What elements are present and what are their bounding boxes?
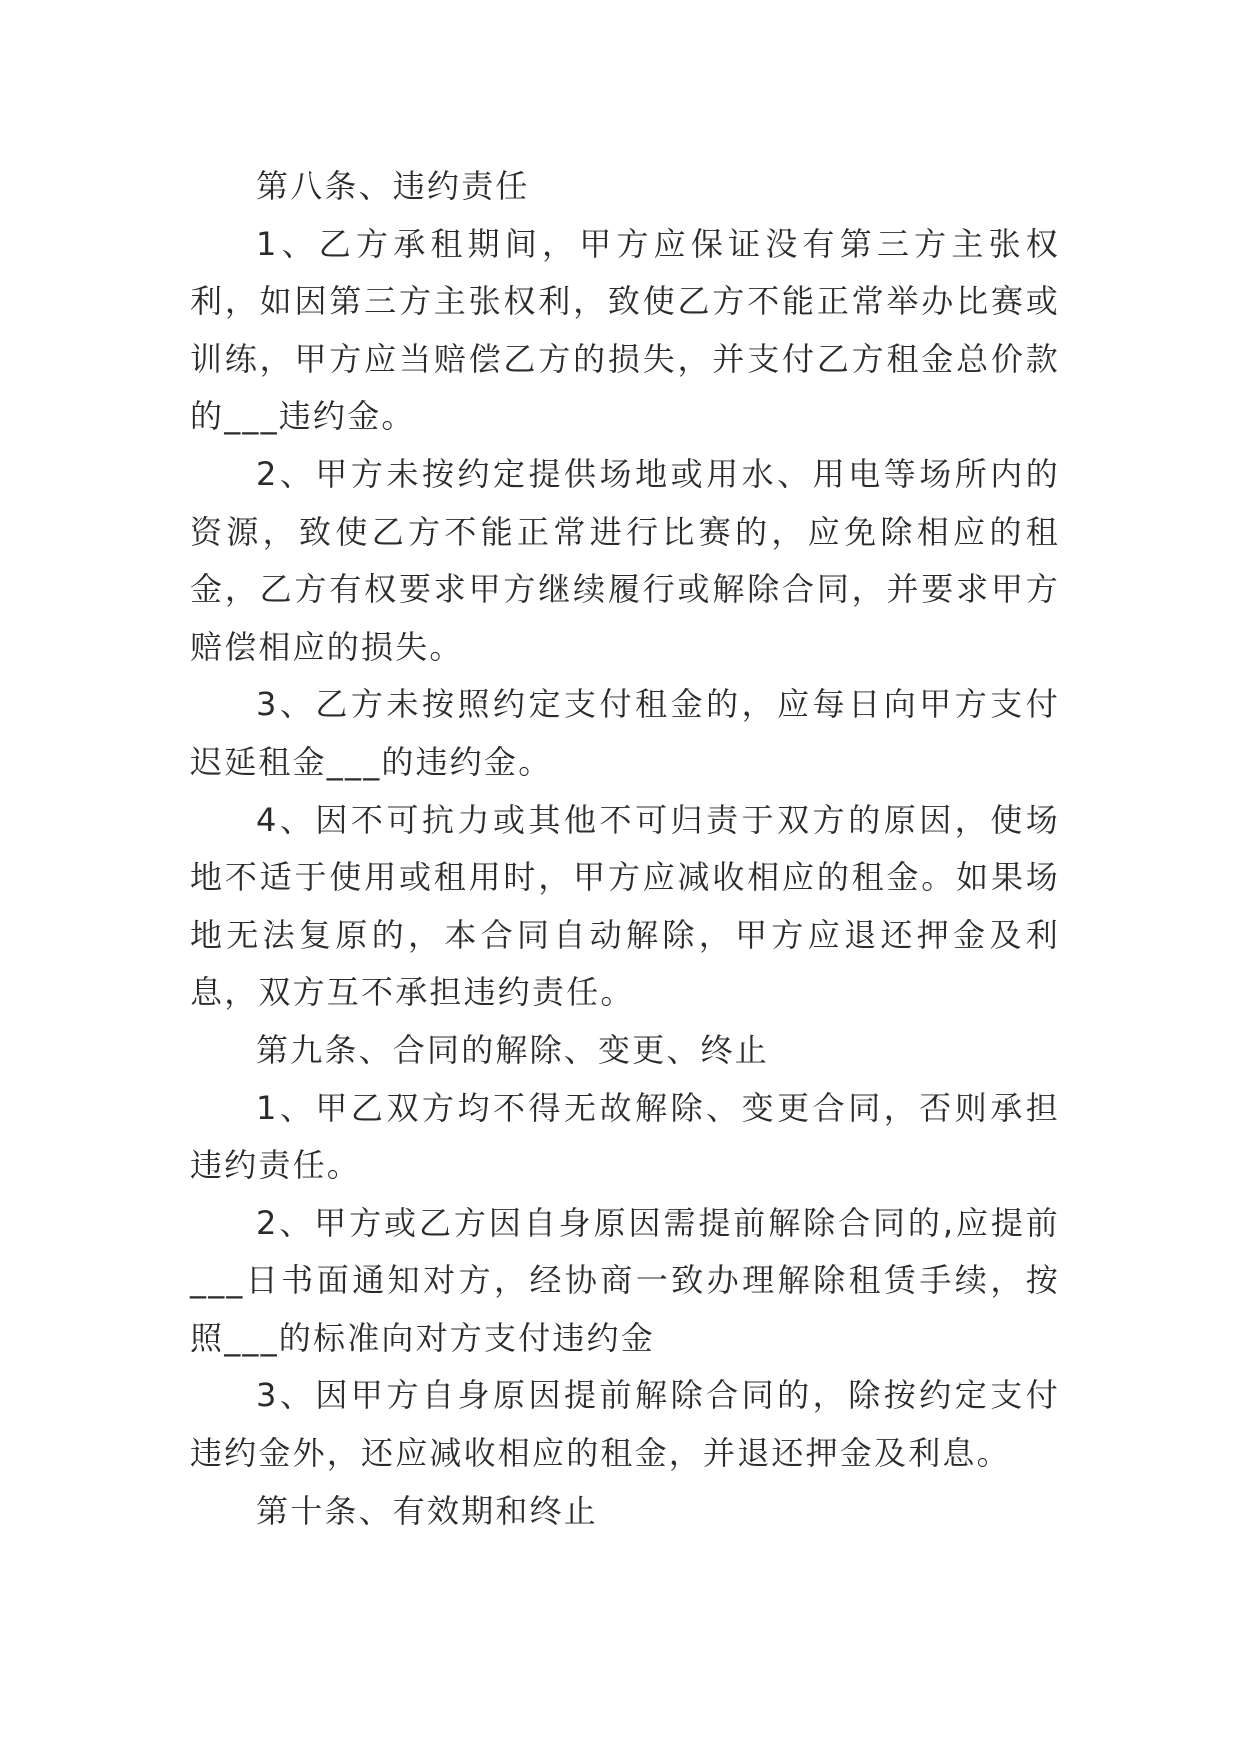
article-9-heading: 第九条、合同的解除、变更、终止 <box>256 1030 770 1069</box>
document-body <box>190 158 1060 1540</box>
article-8-clause-2: 2、甲方未按约定提供场地或用水、用电等场所内的资源，致使乙方不能正常进行比赛的，应免除相应的租金，乙方有权要求甲方继续履行或解除合同，并要求甲方赔偿相应的损失。 <box>190 454 1060 666</box>
article-9-clause-3: 3、因甲方自身原因提前解除合同的，除按约定支付违约金外，还应减收相应的租金，并退还押金及利息。 <box>190 1376 1060 1473</box>
article-8-heading: 第八条、违约责任 <box>256 167 530 205</box>
article-10-heading: 第十条、有效期和终止 <box>256 1491 599 1530</box>
article-8-clause-4: 4、因不可抗力或其他不可归责于双方的原因，使场地不适于使用或租用时，甲方应减收相应的租金。如果场地无法复原的，本合同自动解除，甲方应退还押金及利息，双方互不承担违约责任。 <box>190 800 1060 1012</box>
article-8-clause-1: 1、乙方承租期间，甲方应保证没有第三方主张权利，如因第三方主张权利，致使乙方不能正常举办比赛或训练，甲方应当赔偿乙方的损失，并支付乙方租金总价款的___违约金。 <box>190 224 1060 436</box>
article-8-clause-3: 3、乙方未按照约定支付租金的，应每日向甲方支付迟延租金___的违约金。 <box>190 685 1060 781</box>
article-9-clause-1: 1、甲乙双方均不得无故解除、变更合同，否则承担违约责任。 <box>190 1088 1060 1185</box>
article-9-clause-2: 2、甲方或乙方因自身原因需提前解除合同的,应提前___日书面通知对方，经协商一致办理解除租赁手续，按照___的标准向对方支付违约金 <box>190 1203 1060 1357</box>
